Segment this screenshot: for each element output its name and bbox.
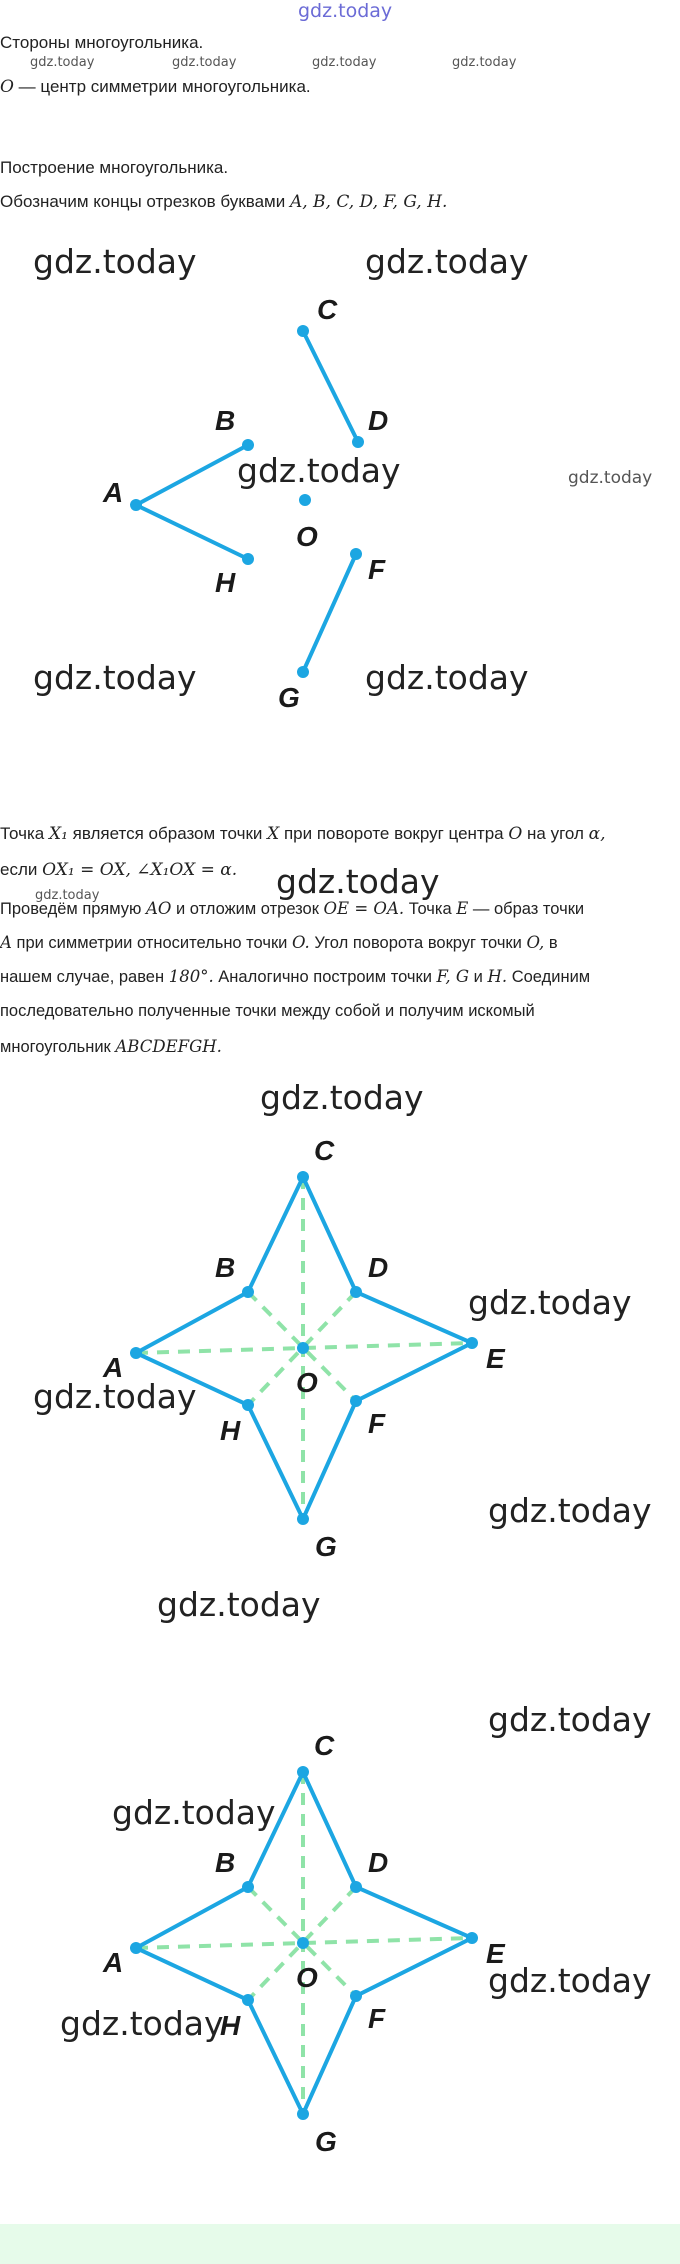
label-e: E <box>486 1343 505 1374</box>
watermark: gdz.today <box>312 55 377 70</box>
watermark: gdz.today <box>365 242 529 281</box>
label-g: G <box>315 2126 337 2157</box>
point-o <box>299 494 311 506</box>
watermark: gdz.today <box>488 1961 652 2000</box>
label-d: D <box>368 405 389 436</box>
label-o: O <box>296 1367 318 1398</box>
watermark: gdz.today <box>468 1283 632 1322</box>
rot-formula: OX₁ = OX, ∠X₁OX = α. <box>42 860 238 880</box>
watermark: gdz.today <box>452 55 517 70</box>
rot-if: если <box>0 860 38 879</box>
rot-text: Точка <box>0 824 45 843</box>
label-g: G <box>315 1531 337 1562</box>
label-a: A <box>103 477 124 508</box>
center-letter: O <box>0 77 14 97</box>
center-line <box>0 77 311 97</box>
watermark: gdz.today <box>488 1700 652 1739</box>
point-f <box>350 548 362 560</box>
watermark: gdz.today <box>260 1078 424 1117</box>
watermark: gdz.today <box>60 2004 224 2043</box>
label-f: F <box>368 554 386 585</box>
watermark: gdz.today <box>157 1585 321 1624</box>
label-h: H <box>215 567 236 598</box>
watermark: gdz.today <box>568 468 653 488</box>
point-g <box>297 666 309 678</box>
label-c: C <box>314 1135 335 1166</box>
center-text: — центр симметрии многоугольника. <box>18 77 311 96</box>
label-c: C <box>314 1730 335 1761</box>
rot-x1: X₁ <box>49 824 68 844</box>
label-a: A <box>103 1352 124 1383</box>
watermark: gdz.today <box>237 451 401 490</box>
rot-alpha: α, <box>588 824 606 844</box>
rot-text: при повороте вокруг центра <box>283 824 504 843</box>
label-intro: Обозначим концы отрезков буквами <box>0 192 286 211</box>
segment-fg <box>303 554 356 672</box>
label-a: A <box>103 1947 124 1978</box>
label-d: D <box>368 1847 389 1878</box>
rotation-definition <box>0 824 606 844</box>
label-b: B <box>215 1847 236 1878</box>
point-a <box>130 499 142 511</box>
para-line-3: нашем случае, равен 180°. Аналогично построим точки F, G и H. Соединим <box>0 967 591 986</box>
construction-title: Построение многоугольника. <box>0 158 229 177</box>
label-h: H <box>220 2010 241 2041</box>
rot-text: является образом точки <box>72 824 263 843</box>
segment-ab <box>136 445 248 505</box>
label-f: F <box>368 2003 386 2034</box>
label-o: O <box>296 1962 318 1993</box>
watermark: gdz.today <box>33 1377 197 1416</box>
label-letters: A, B, C, D, F, G, H. <box>289 192 448 212</box>
label-o: O <box>296 521 318 552</box>
para-line-5: многоугольник ABCDEFGH. <box>0 1037 222 1056</box>
point-b <box>242 439 254 451</box>
watermark: gdz.today <box>365 658 529 697</box>
para-line-2: A при симметрии относительно точки O. Угол поворота вокруг точки O, в <box>0 933 558 952</box>
rot-text: на угол <box>527 824 584 843</box>
label-g: G <box>278 682 300 713</box>
point-h <box>242 553 254 565</box>
watermark: gdz.today <box>172 55 237 70</box>
footer-bar <box>0 2224 680 2264</box>
point-c <box>297 325 309 337</box>
watermark: gdz.today <box>35 888 100 903</box>
label-h: H <box>220 1415 241 1446</box>
watermark: gdz.today <box>30 55 95 70</box>
point-d <box>352 436 364 448</box>
label-c: C <box>317 294 338 325</box>
para-line-1: Проведём прямую AO и отложим отрезок OE = OA. Точка E — образ точки <box>0 899 585 918</box>
watermark: gdz.today <box>488 1491 652 1530</box>
label-d: D <box>368 1252 389 1283</box>
segment-ah <box>136 505 248 559</box>
segment-cd <box>303 331 358 442</box>
rot-o: O <box>508 824 523 844</box>
figure-polygon-2 <box>0 1720 680 2160</box>
watermark: gdz.today <box>276 862 440 901</box>
label-intro-line <box>0 192 447 212</box>
site-logo[interactable]: gdz.today <box>298 0 393 22</box>
rotation-formula-line <box>0 860 237 880</box>
sides-title: Стороны многоугольника. <box>0 33 204 52</box>
label-e: E <box>486 1938 505 1969</box>
watermark: gdz.today <box>112 1793 276 1832</box>
watermark: gdz.today <box>33 658 197 697</box>
label-b: B <box>215 405 236 436</box>
rot-x: X <box>267 824 280 844</box>
label-b: B <box>215 1252 236 1283</box>
watermark: gdz.today <box>33 242 197 281</box>
para-line-4: последовательно полученные точки между собой и получим искомый <box>0 1002 535 1020</box>
label-f: F <box>368 1408 386 1439</box>
